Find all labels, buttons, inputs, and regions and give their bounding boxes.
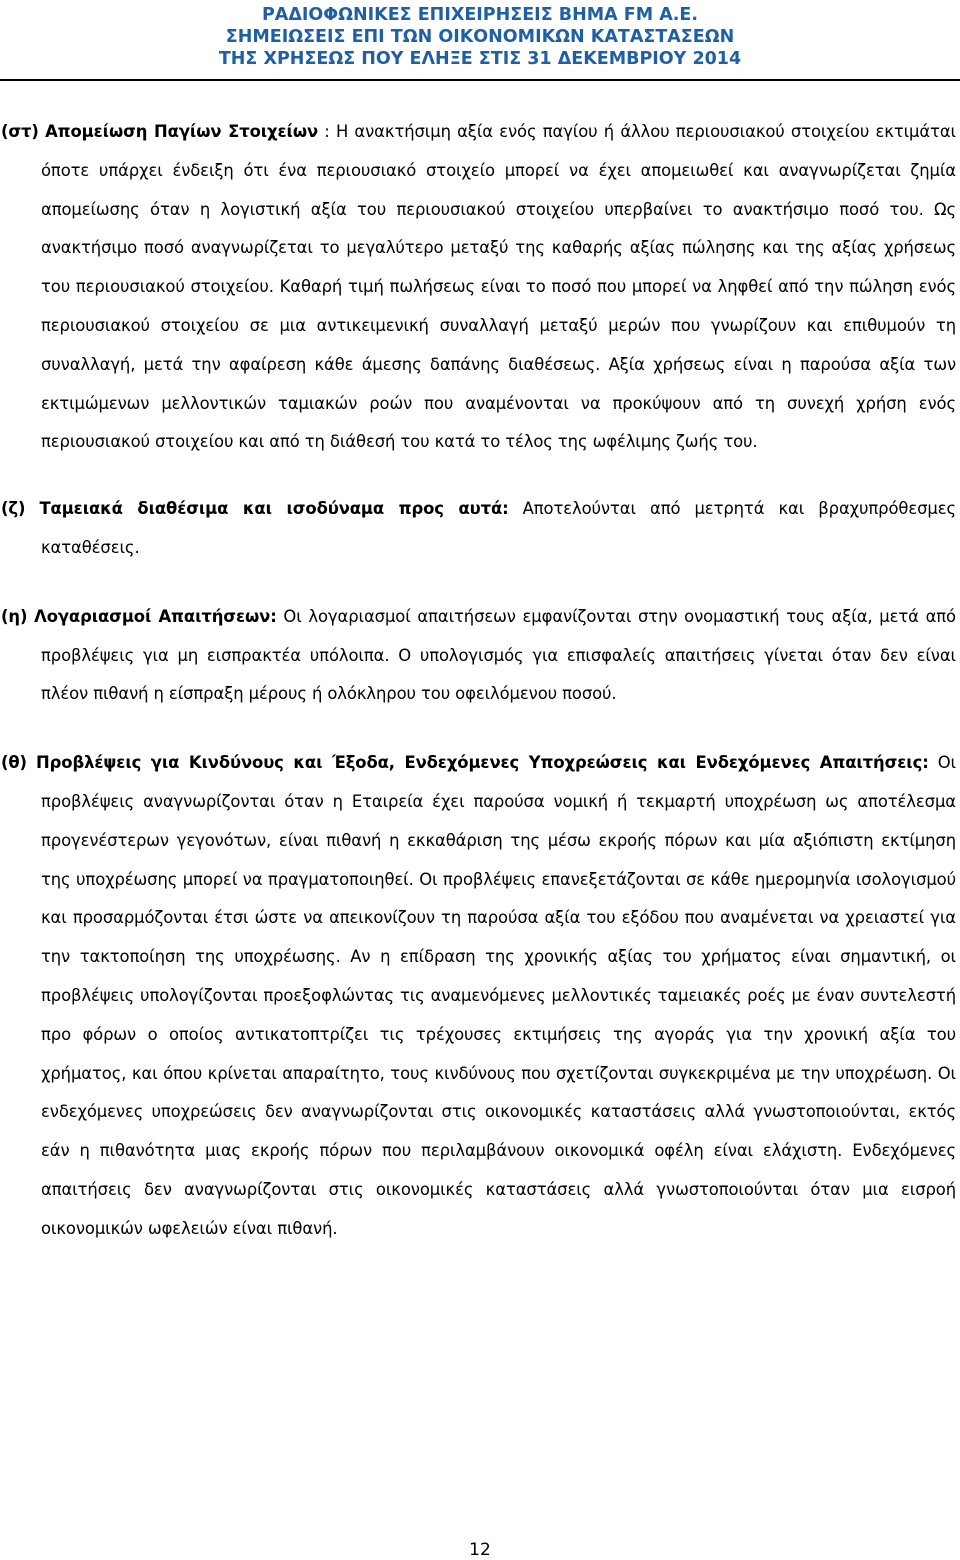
note-text: Οι λογαριασμοί απαιτήσεων εμφανίζονται στην ονομαστική τους αξία, μετά από προβλέψεις για μη εισπρακτέα υπόλοιπα. Ο υπολογισμός για επισφαλείς απαιτήσεις γίνεται όταν δεν είναι πλέον πιθανή η είσπραξη μέρους ή ολόκληρου του οφειλόμενου ποσού. xyxy=(41,606,956,704)
note-title: Προβλέψεις για Κινδύνους και Έξοδα, Ενδεχόμενες Υποχρεώσεις και Ενδεχόμενες Απαιτήσεις: xyxy=(36,753,929,773)
notes-body xyxy=(1,113,957,1249)
header-divider xyxy=(0,79,960,81)
note-label: (στ) xyxy=(1,122,39,141)
document-title: ΣΗΜΕΙΩΣΕΙΣ ΕΠΙ ΤΩΝ ΟΙΚΟΝΟΜΙΚΩΝ ΚΑΤΑΣΤΑΣΕΩΝ xyxy=(225,27,735,47)
note-text: : Η ανακτήσιμη αξία ενός παγίου ή άλλου περιουσιακού στοιχείου εκτιμάται όποτε υπάρχει ένδειξη ότι ένα περιουσιακό στοιχείο μπορεί να έχει απομειωθεί και αναγνωρίζεται ζημία απομείωσης όταν η λογιστική αξία του περιουσιακού στοιχείου υπερβαίνει το ανακτήσιμο ποσό του. Ως ανακτήσιμο ποσό αναγνωρίζεται το μεγαλύτερο μεταξύ της καθαρής αξίας πώλησης και της αξίας χρήσεως του περιουσιακού στοιχείου. Καθαρή τιμή πωλήσεως είναι το ποσό που μπορεί να ληφθεί από την πώληση ενός περιουσιακού στοιχείου σε μια αντικειμενική συναλλαγή μεταξύ μερών που γνωρίζουν και επιθυμούν τη συναλλαγή, μετά την αφαίρεση κάθε άμεσης δαπάνης διαθέσεως. Αξία χρήσεως είναι η παρούσα αξία των εκτιμώμενων μελλοντικών ταμιακών ροών που αναμένονται να προκύψουν από τη συνεχή χρήση ενός περιουσιακού στοιχείου και από τη διάθεσή του κατά το τέλος της ωφέλιμης ζωής του. xyxy=(41,122,956,452)
note-paragraph xyxy=(1,490,956,568)
note-provisions-and-contingencies xyxy=(1,744,957,1248)
note-label: (η) xyxy=(1,606,28,626)
company-name: ΡΑΔΙΟΦΩΝΙΚΕΣ ΕΠΙΧΕΙΡΗΣΕΙΣ ΒΗΜΑ FM Α.Ε. xyxy=(261,5,699,25)
note-paragraph xyxy=(1,744,957,1248)
note-paragraph xyxy=(1,598,956,714)
note-title: Απομείωση Παγίων Στοιχείων xyxy=(45,122,319,141)
note-text: Οι προβλέψεις αναγνωρίζονται όταν η Εταιρεία έχει παρούσα νομική ή τεκμαρτή υποχρέωση ως αποτέλεσμα προγενέστερων γεγονότων, είναι πιθανή η εκκαθάριση της μέσω εκροής πόρων και μία αξιόπιστη εκτίμηση της υποχρέωσης μπορεί να πραγματοποιηθεί. Οι προβλέψεις επανεξετάζονται σε κάθε ημερομηνία ισολογισμού και προσαρμόζονται έτσι ώστε να απεικονίζουν τη παρούσα αξία του εξόδου που αναμένεται να χρειαστεί για την τακτοποίηση της υποχρέωσης. Αν η επίδραση της χρονικής αξίας του χρήματος είναι σημαντική, οι προβλέψεις υπολογίζονται προεξοφλώντας τις αναμενόμενες μελλοντικές ταμειακές ροές με έναν συντελεστή προ φόρων ο οποίος αντικατοπτρίζει τις τρέχουσες εκτιμήσεις της αγοράς για την χρονική αξία του χρήματος, και όπου κρίνεται απαραίτητο, τους κινδύνους που σχετίζονται συγκεκριμένα με την υποχρέωση. Οι ενδεχόμενες υποχρεώσεις δεν αναγνωρίζονται στις οικονομικές καταστάσεις αλλά γνωστοποιούνται, εκτός εάν η πιθανότητα μιας εκροής πόρων που περιλαμβάνουν οικονομικά οφέλη είναι ελάχιστη. Ενδεχόμενες απαιτήσεις δεν αναγνωρίζονται στις οικονομικές καταστάσεις αλλά γνωστοποιούνται όταν μια εισροή οικονομικών ωφελειών είναι πιθανή. xyxy=(41,753,957,1238)
note-impairment-of-fixed-assets xyxy=(1,113,956,462)
note-text: Αποτελούνται από μετρητά και βραχυπρόθεσμες καταθέσεις. xyxy=(41,499,956,557)
note-accounts-receivable xyxy=(1,598,956,714)
note-cash-and-equivalents xyxy=(1,490,956,568)
note-title: Λογαριασμοί Απαιτήσεων: xyxy=(34,606,277,626)
note-paragraph xyxy=(1,113,956,462)
fiscal-period: ΤΗΣ ΧΡΗΣΕΩΣ ΠΟΥ ΕΛΗΞΕ ΣΤΙΣ 31 ΔΕΚΕΜΒΡΙΟΥ 2014 xyxy=(218,49,742,69)
note-title: Ταμειακά διαθέσιμα και ισοδύναμα προς αυτά: xyxy=(39,499,509,519)
page-number: 12 xyxy=(469,1540,491,1560)
note-label: (ζ) xyxy=(1,499,26,519)
document-header xyxy=(0,4,960,70)
note-label: (θ) xyxy=(1,753,27,773)
